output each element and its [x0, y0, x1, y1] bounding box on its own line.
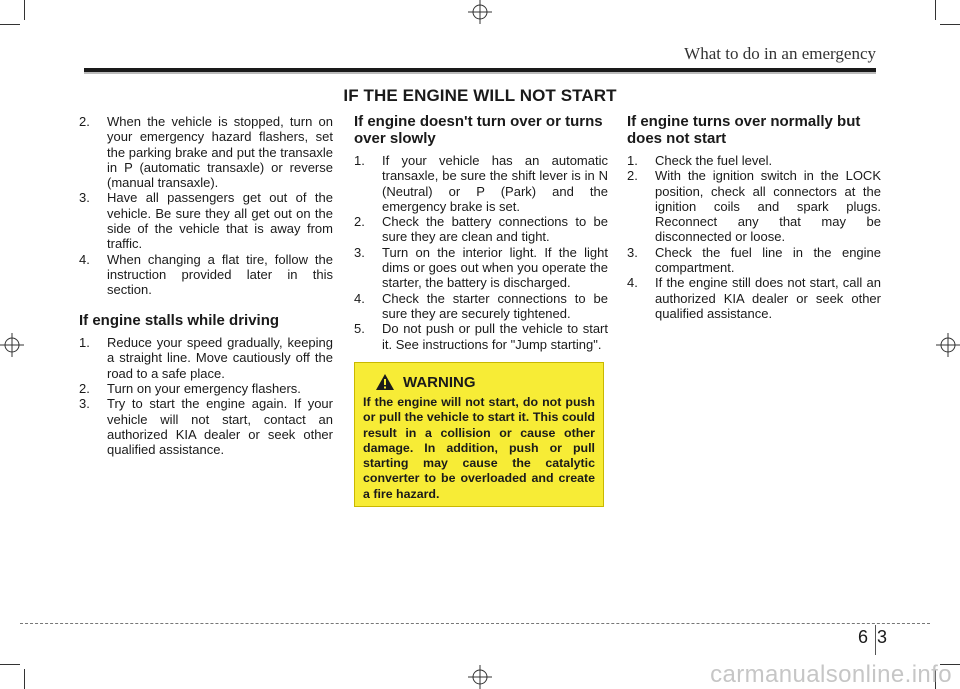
step-number: 3. [79, 396, 90, 412]
list-item [79, 335, 333, 381]
warning-triangle-icon [375, 373, 395, 391]
step-text: Turn on the interior light. If the light dims or goes out when you operate the starter, the battery is discharged. [382, 244, 608, 291]
list-item [627, 153, 881, 168]
crop-mark [940, 24, 960, 25]
step-text: With the ignition switch in the LOCK position, check all connectors at the ignition coils and spark plugs. Reconnect any that may be disconnected or loose. [655, 168, 881, 245]
registration-mark-icon [0, 333, 24, 357]
step-text: If your vehicle has an automatic transaxle, be sure the shift lever is in N (Neutral) or P (Park) and the emergency brake is set. [382, 153, 608, 214]
section-label: What to do in an emergency [684, 44, 876, 63]
registration-mark-icon [468, 665, 492, 689]
step-text: Turn on your emergency flashers. [107, 380, 301, 396]
crop-mark [24, 669, 25, 689]
warning-box [354, 362, 604, 507]
list-item [627, 168, 881, 244]
column-right [627, 114, 881, 321]
stall-heading: If engine stalls while driving [79, 311, 280, 329]
step-number: 3. [354, 244, 365, 260]
registration-mark-icon [468, 0, 492, 24]
warning-title: WARNING [403, 373, 476, 391]
step-number: 2. [79, 380, 90, 396]
step-number: 5. [354, 321, 365, 337]
column-middle [354, 114, 608, 352]
step-number: 2. [354, 214, 365, 230]
step-text: Reduce your speed gradually, keeping a straight line. Move cautiously off the road to a safe place. [107, 335, 333, 381]
step-text: Try to start the engine again. If your vehicle will not start, contact an authorized KIA dealer or seek other qualified assistance. [107, 396, 333, 458]
page-number: 3 [877, 627, 888, 647]
list-item [79, 252, 333, 298]
section-number: 6 [858, 627, 869, 647]
step-number: 4. [79, 251, 90, 267]
column-left [79, 114, 333, 457]
step-number: 2. [627, 168, 638, 184]
step-text: When changing a flat tire, follow the instruction provided later in this section. [107, 251, 333, 298]
list-item [354, 153, 608, 214]
list-item [79, 114, 333, 190]
step-number: 4. [627, 275, 638, 291]
page-number-separator [875, 625, 876, 655]
warning-text: If the engine will not start, do not push or pull the vehicle to start it. This could result in a collision or cause other damage. In addition, push or pull starting may cause the catalytic converter to be overloaded and create a fire hazard. [363, 395, 595, 501]
step-number: 1. [79, 335, 90, 351]
header-rule-shadow [84, 72, 876, 74]
step-number: 4. [354, 290, 365, 306]
no-turnover-heading: If engine doesn't turn over or turns over slowly [354, 113, 603, 147]
list-item [79, 381, 333, 396]
page-title: IF THE ENGINE WILL NOT START [343, 86, 617, 105]
footer-rule [20, 623, 930, 624]
step-text: Have all passengers get out of the vehicle. Be sure they all get out on the side of the vehicle that is away from traffic. [107, 190, 333, 252]
list-item [79, 190, 333, 251]
step-text: Do not push or pull the vehicle to start it. See instructions for "Jump starting". [382, 321, 608, 352]
step-text: When the vehicle is stopped, turn on your emergency hazard flashers, set the parking brake and put the transaxle in P (automatic transaxle) or reverse (manual transaxle). [107, 114, 333, 191]
list-item [627, 245, 881, 276]
list-item [354, 245, 608, 291]
step-number: 2. [79, 114, 90, 129]
step-text: Check the fuel level. [655, 153, 773, 168]
warning-header [375, 371, 595, 393]
step-text: Check the battery connections to be sure they are clean and tight. [382, 214, 608, 245]
step-text: Check the fuel line in the engine compartment. [655, 244, 881, 276]
crop-mark [0, 24, 20, 25]
list-item [627, 275, 881, 321]
list-item [354, 214, 608, 245]
step-number: 1. [354, 153, 365, 168]
step-text: Check the starter connections to be sure they are securely tightened. [382, 290, 608, 321]
list-item [354, 291, 608, 322]
step-number: 3. [79, 190, 90, 206]
step-text: If the engine still does not start, call an authorized KIA dealer or seek other qualified assistance. [655, 275, 881, 321]
crop-mark [935, 0, 936, 20]
crop-mark [0, 664, 20, 665]
list-item [79, 396, 333, 457]
list-item [354, 321, 608, 352]
step-number: 3. [627, 244, 638, 260]
step-number: 1. [627, 153, 638, 168]
watermark-link[interactable]: carmanualsonline.info [710, 661, 952, 688]
registration-mark-icon [936, 333, 960, 357]
crop-mark [24, 0, 25, 20]
no-start-heading: If engine turns over normally but does not start [627, 113, 861, 147]
